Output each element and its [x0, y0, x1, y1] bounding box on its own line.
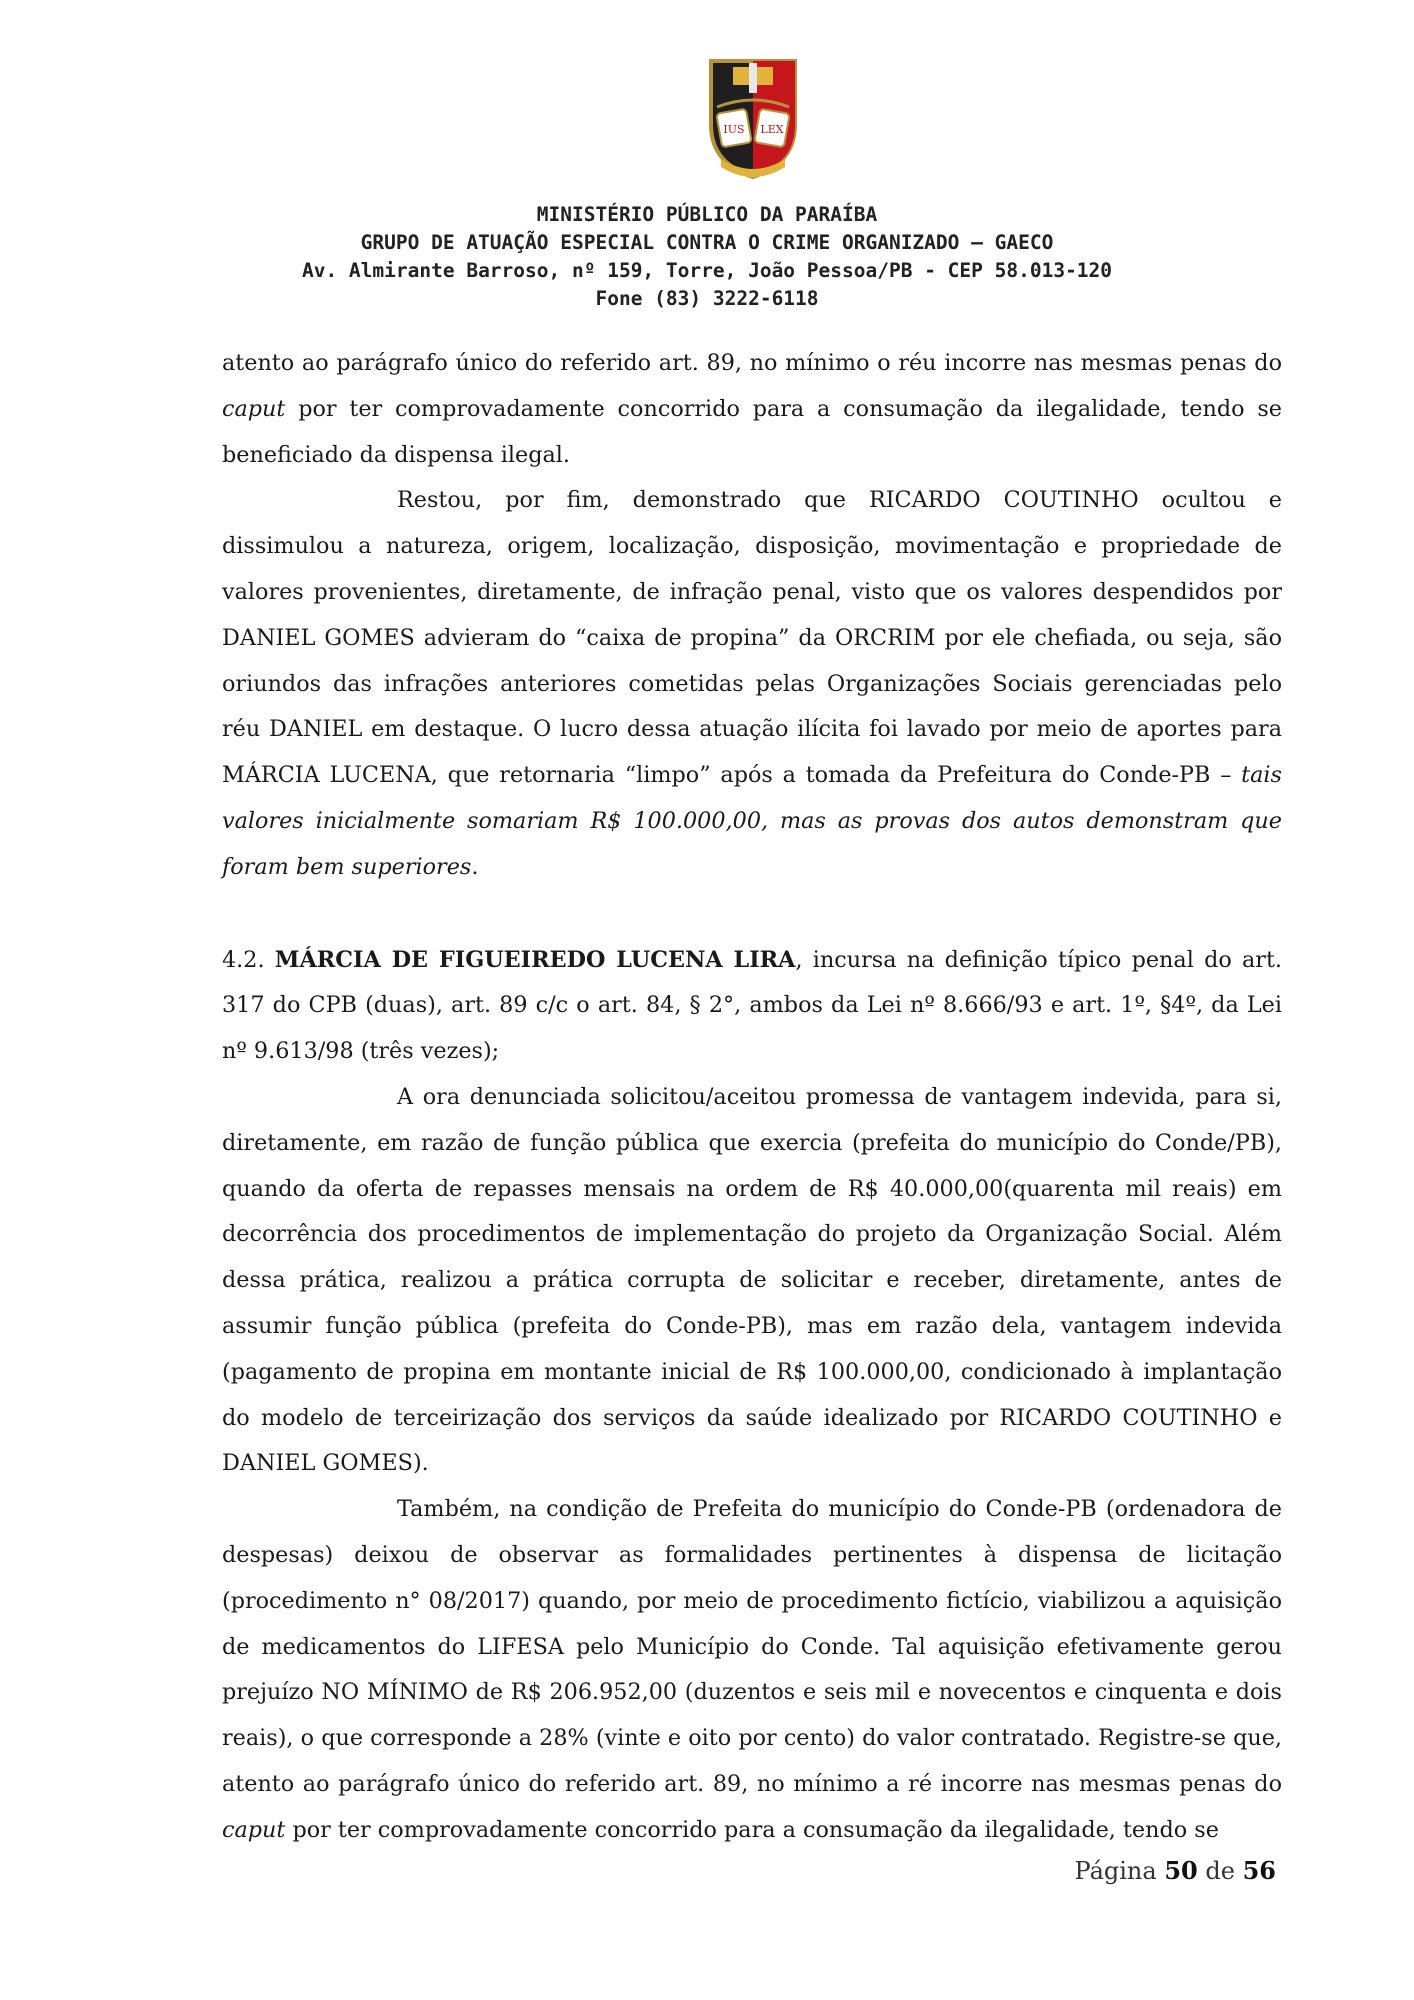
p1-text-b: por ter comprovadamente concorrido para a consumação da ilegalidade, tendo se beneficiado da dispensa ilegal.: [222, 395, 1282, 468]
p5-text-a: Também, na condição de Prefeita do município do Conde-PB (ordenadora de despesas) deixou de observar as formalidades pertinentes à dispensa de licitação (procedimento n° 08/2017) quando, por meio de procedimento fictício, viabilizou a aquisição de medicamentos do LIFESA pelo Município do Conde. Tal aquisição efetivamente gerou prejuízo NO MÍNIMO de R$ 206.952,00 (duzentos e seis mil e novecentos e cinquenta e dois reais), o que corresponde a 28% (vinte e oito por cento) do valor contratado. Registre-se que, atento ao parágrafo único do referido art. 89, no mínimo a ré incorre nas mesmas penas do: [222, 1496, 1282, 1797]
paragraph-section-4-2: [222, 938, 1282, 1075]
footer-of: de: [1205, 1857, 1235, 1885]
header-institution: MINISTÉRIO PÚBLICO DA PARAÍBA: [536, 203, 878, 226]
p3-text: , incursa na definição típico penal do art. 317 do CPB (duas), art. 89 c/c o art. 84, § 2°, ambos da Lei nº 8.666/93 e art. 1º, §4º, da Lei nº 9.613/98 (três vezes);: [222, 946, 1283, 1065]
paragraph-1: [222, 341, 1282, 478]
paragraph-5: [222, 1487, 1282, 1853]
document-header: [0, 201, 1414, 313]
paragraph-2: [222, 478, 1282, 890]
logo-text-ius: IUS: [723, 123, 745, 136]
header-phone: Fone (83) 3222-6118: [595, 287, 819, 310]
header-address: Av. Almirante Barroso, nº 159, Torre, João Pessoa/PB - CEP 58.013-120: [301, 259, 1113, 282]
document-body: [222, 341, 1282, 1854]
p2-italic: tais valores inicialmente somariam R$ 100.000,00, mas as provas dos autos demonstram que foram bem superiores: [222, 762, 1282, 880]
current-page-number: 50: [1164, 1856, 1198, 1885]
p5-text-b: por ter comprovadamente concorrido para a consumação da ilegalidade, tendo se: [285, 1816, 1219, 1843]
page-footer: [1075, 1856, 1277, 1885]
p2-text-a: Restou, por fim, demonstrado que RICARDO COUTINHO ocultou e dissimulou a natureza, origem, localização, disposição, movimentação e propriedade de valores provenientes, diretamente, de infração penal, visto que os valores despendidos por DANIEL GOMES advieram do “caixa de propina” da ORCRIM por ele chefiada, ou seja, são oriundos das infrações anteriores cometidas pelas Organizações Sociais gerenciadas pelo réu DANIEL em destaque. O lucro dessa atuação ilícita foi lavado por meio de aportes para MÁRCIA LUCENA, que retornaria “limpo” após a tomada da Prefeitura do Conde-PB –: [222, 487, 1282, 789]
defendant-name: MÁRCIA DE FIGUEIREDO LUCENA LIRA: [274, 946, 796, 973]
p1-text-a: atento ao parágrafo único do referido art. 89, no mínimo o réu incorre nas mesmas penas do: [222, 350, 1282, 376]
footer-label: Página: [1074, 1857, 1157, 1885]
section-number: 4.2.: [222, 946, 275, 973]
p5-caput: caput: [222, 1816, 286, 1843]
paragraph-4: A ora denunciada solicitou/aceitou promessa de vantagem indevida, para si, diretamente, em razão de função pública que exercia (prefeita do município do Conde/PB), quando da oferta de repasses mensais na ordem de R$ 40.000,00(quarenta mil reais) em decorrência dos procedimentos de implementação do projeto da Organização Social. Além dessa prática, realizou a prática corrupta de solicitar e receber, diretamente, antes de assumir função pública (prefeita do Conde-PB), mas em razão dela, vantagem indevida (pagamento de propina em montante inicial de R$ 100.000,00, condicionado à implantação do modelo de terceirização dos serviços da saúde idealizado por RICARDO COUTINHO e DANIEL GOMES).: [222, 1083, 1282, 1477]
total-pages-number: 56: [1242, 1856, 1276, 1885]
logo-text-lex: LEX: [760, 123, 784, 136]
p1-caput: caput: [222, 395, 286, 422]
p2-end: .: [471, 853, 479, 880]
institution-seal-logo: [703, 55, 803, 185]
header-group: GRUPO DE ATUAÇÃO ESPECIAL CONTRA O CRIME ORGANIZADO – GAECO: [360, 231, 1054, 254]
